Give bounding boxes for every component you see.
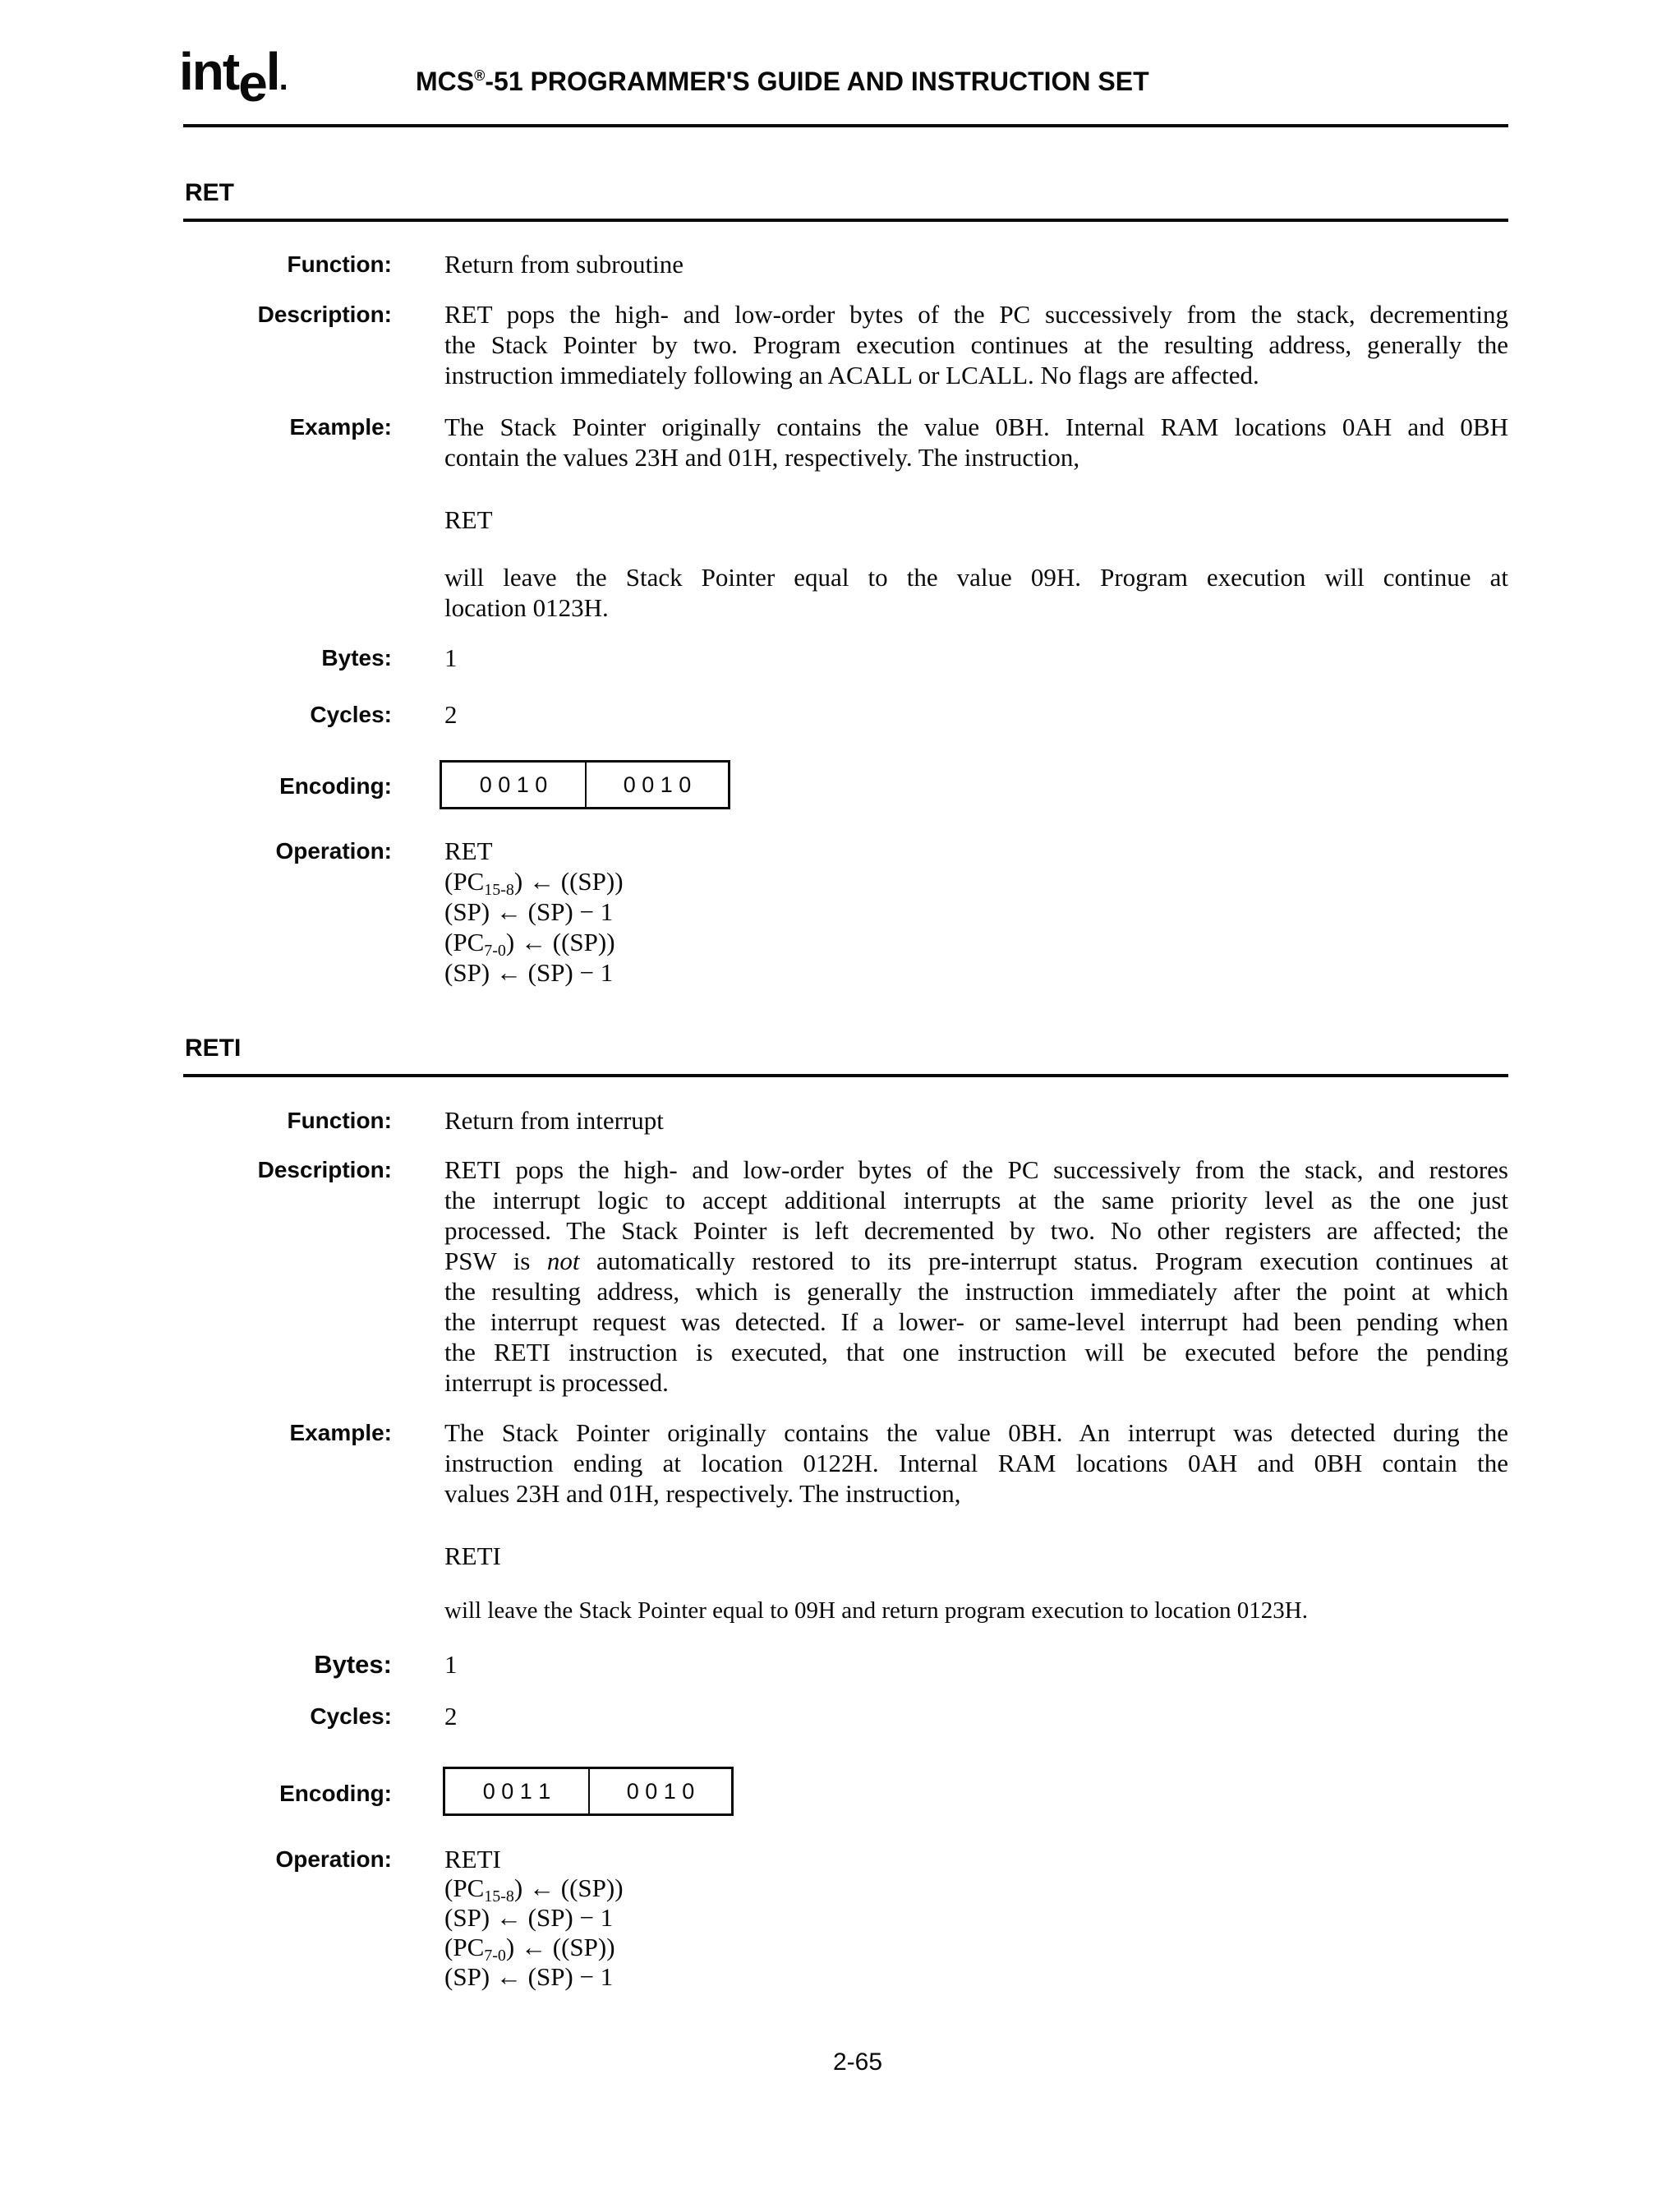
ret-encoding-high-nibble: 0 0 1 0: [479, 772, 548, 797]
ret-description-line: RET pops the high- and low-order bytes of the PC successively from the stack, decrementing: [444, 300, 1508, 329]
reti-example-label: Example:: [289, 1420, 392, 1445]
op-text: (PC: [444, 1933, 485, 1961]
ret-operation-title: RET: [444, 836, 493, 865]
ret-description-label: Description:: [257, 302, 392, 327]
reti-description-line: RETI pops the high- and low-order bytes of the PC successively from the stack, and restores: [444, 1155, 1508, 1184]
reti-cycles-value: 2: [444, 1702, 458, 1730]
ret-function-label: Function:: [287, 251, 392, 277]
reti-operation-label: Operation:: [275, 1846, 392, 1872]
section-heading-ret: RET: [185, 179, 234, 206]
reti-bytes-label: Bytes:: [314, 1650, 392, 1679]
ret-encoding-box: [440, 760, 730, 809]
op-text: (PC: [444, 928, 485, 956]
ret-example-line: The Stack Pointer originally contains the value 0BH. Internal RAM locations 0AH and 0BH: [444, 412, 1508, 441]
section-rule-reti: [183, 1074, 1508, 1077]
page-number: 2-65: [833, 2048, 883, 2076]
reti-description-line: the resulting address, which is generally the instruction immediately after the point at which: [444, 1277, 1508, 1306]
op-text: ) ← ((SP)): [505, 1933, 615, 1961]
title-prefix: MCS: [416, 67, 475, 96]
reti-encoding-label: Encoding:: [279, 1781, 392, 1806]
ret-encoding-low-nibble: 0 0 1 0: [585, 763, 728, 807]
registered-mark: ®: [474, 67, 486, 84]
op-text: (PC: [444, 867, 485, 896]
ret-example-result-line: will leave the Stack Pointer equal to the value 09H. Program execution will continue at: [444, 563, 1508, 592]
reti-operation-title: RETI: [444, 1845, 501, 1873]
reti-operation-line: [444, 1902, 613, 1933]
ret-operation-label: Operation:: [275, 838, 392, 864]
op-text: (SP) ← (SP) − 1: [444, 897, 614, 926]
title-suffix: -51 PROGRAMMER'S GUIDE AND INSTRUCTION SET: [485, 67, 1149, 96]
reti-operation-line: [444, 1961, 613, 1992]
ret-example-line: contain the values 23H and 01H, respectively. The instruction,: [444, 443, 1080, 472]
section-rule-ret: [183, 219, 1508, 222]
reti-function-label: Function:: [287, 1108, 392, 1133]
reti-example-line: values 23H and 01H, respectively. The instruction,: [444, 1479, 961, 1508]
op-subscript: 15-8: [484, 881, 514, 899]
reti-cycles-label: Cycles:: [310, 1703, 392, 1729]
ret-example-label: Example:: [289, 414, 392, 440]
desc-text: automatically restored to its pre-interrupt status. Program execution continues at: [579, 1247, 1508, 1275]
op-text: ) ← ((SP)): [513, 1873, 624, 1902]
reti-description-line: the interrupt logic to accept additional interrupts at the same priority level as the one just: [444, 1186, 1508, 1214]
reti-encoding-box: [443, 1767, 734, 1816]
desc-text: PSW is: [444, 1247, 547, 1275]
ret-cycles-label: Cycles:: [310, 702, 392, 727]
op-text: (PC: [444, 1873, 485, 1902]
ret-bytes-value: 1: [444, 643, 458, 672]
ret-example-result-line: location 0123H.: [444, 593, 609, 622]
reti-description-label: Description:: [257, 1157, 392, 1182]
ret-description-line: the Stack Pointer by two. Program execution continues at the resulting address, generally the: [444, 330, 1508, 359]
ret-encoding-label: Encoding:: [279, 773, 392, 799]
ret-function-value: Return from subroutine: [444, 250, 684, 279]
reti-example-line: instruction ending at location 0122H. Internal RAM locations 0AH and 0BH contain the: [444, 1449, 1508, 1477]
ret-cycles-value: 2: [444, 700, 458, 729]
emphasis-not: not: [546, 1247, 580, 1275]
op-text: (SP) ← (SP) − 1: [444, 1903, 614, 1932]
op-subscript: 7-0: [484, 1947, 506, 1965]
section-heading-reti: RETI: [185, 1035, 242, 1062]
ret-operation-line: [444, 957, 613, 988]
intel-logo: [179, 42, 287, 113]
page-title: [416, 59, 1149, 98]
reti-encoding-low-nibble: 0 0 1 0: [588, 1769, 731, 1813]
op-text: ) ← ((SP)): [505, 928, 615, 956]
op-subscript: 7-0: [484, 942, 506, 960]
reti-encoding-high-nibble: 0 0 1 1: [482, 1778, 551, 1804]
op-subscript: 15-8: [484, 1887, 514, 1906]
logo-text: intel.: [179, 42, 287, 113]
header-rule: [183, 124, 1508, 127]
op-text: (SP) ← (SP) − 1: [444, 1962, 614, 1991]
reti-function-value: Return from interrupt: [444, 1106, 664, 1135]
ret-example-code: RET: [444, 505, 493, 534]
ret-bytes-label: Bytes:: [321, 645, 392, 671]
reti-example-line: The Stack Pointer originally contains the value 0BH. An interrupt was detected during the: [444, 1418, 1508, 1447]
reti-example-code: RETI: [444, 1541, 501, 1570]
reti-description-line: [444, 1246, 1508, 1276]
reti-description-line: the RETI instruction is executed, that one instruction will be executed before the pending: [444, 1338, 1508, 1366]
reti-example-result-line: will leave the Stack Pointer equal to 09H and return program execution to location 0123H.: [444, 1597, 1308, 1624]
reti-description-line: the interrupt request was detected. If a lower- or same-level interrupt had been pending when: [444, 1307, 1508, 1336]
op-text: ) ← ((SP)): [513, 867, 624, 896]
op-text: (SP) ← (SP) − 1: [444, 958, 614, 987]
reti-description-line: processed. The Stack Pointer is left decremented by two. No other registers are affected; the: [444, 1216, 1508, 1245]
reti-description-line: interrupt is processed.: [444, 1368, 669, 1397]
ret-description-line: instruction immediately following an ACALL or LCALL. No flags are affected.: [444, 361, 1259, 389]
ret-operation-line: [444, 896, 613, 927]
reti-bytes-value: 1: [444, 1650, 458, 1679]
